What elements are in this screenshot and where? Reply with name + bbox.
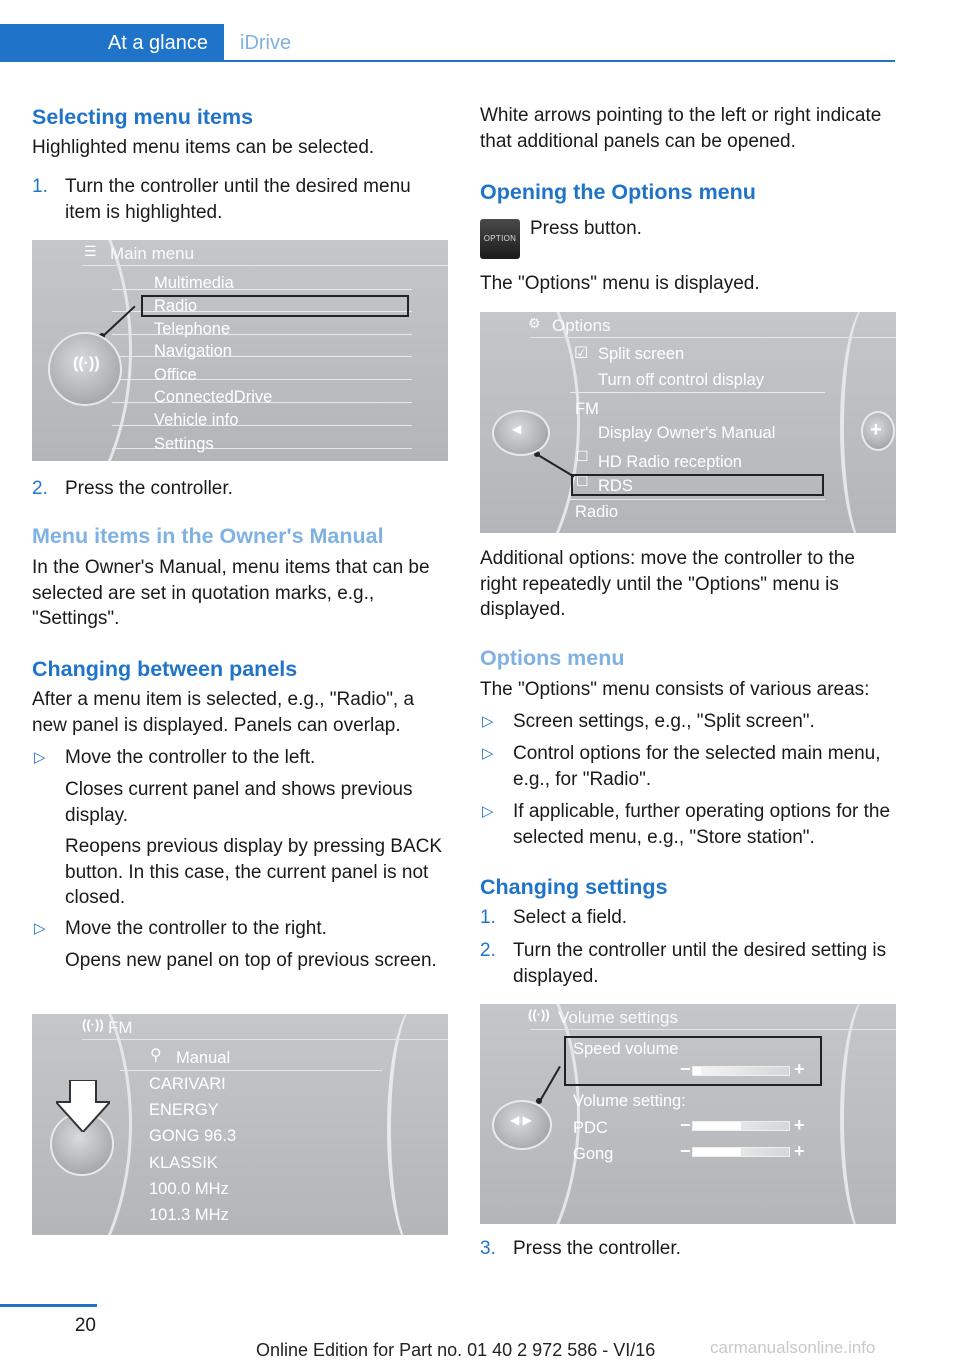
step-text: Press the controller.	[65, 478, 233, 499]
paragraph-additional-options: Additional options: move the controller to the right repeatedly until the "Options" menu is displayed.	[480, 548, 855, 620]
options-screenshot	[480, 312, 896, 533]
option-item: Display Owner's Manual	[598, 424, 776, 442]
option-item: Turn off control display	[598, 371, 764, 389]
panel-arc	[387, 1014, 447, 1235]
bullet-subtext: Opens new panel on top of previous screen.	[65, 950, 437, 971]
bullet-subtext: Closes current panel and shows previous display.	[65, 779, 413, 826]
left-arrow-icon: ◀	[512, 422, 522, 436]
edition-note: Online Edition for Part no. 01 40 2 972 586 - VI/16	[256, 1340, 656, 1360]
step-number: 1.	[480, 907, 496, 928]
option-item: HD Radio reception	[598, 453, 742, 471]
screen-title-bar	[82, 1014, 448, 1040]
step-number: 1.	[32, 176, 48, 197]
menu-item: Settings	[154, 435, 214, 453]
setting-label: Gong	[573, 1145, 614, 1163]
antenna-icon: ((·))	[73, 355, 100, 372]
option-item: Split screen	[598, 345, 685, 363]
antenna-icon: ((·))	[82, 1017, 104, 1032]
left-right-arrows-icon: ◀ ▶	[510, 1113, 532, 1127]
paragraph-panels: After a menu item is selected, e.g., "Radio", a new panel is displayed. Panels can overlap.	[32, 689, 415, 736]
checkbox-icon: ☐	[576, 448, 589, 464]
settings-icon: ((·))	[528, 1007, 550, 1022]
screen-title: FM	[108, 1018, 133, 1037]
heading-options-menu: Options menu	[480, 646, 625, 670]
plus-icon: +	[794, 1059, 805, 1079]
heading-changing-panels: Changing between panels	[32, 657, 298, 681]
paragraph-owners-manual: In the Owner's Manual, menu items that can be selected are set in quotation marks, e.g., "Settings".	[32, 557, 430, 629]
paragraph-highlighted: Highlighted menu items can be selected.	[32, 137, 375, 158]
paragraph-options-displayed: The "Options" menu is displayed.	[480, 273, 760, 294]
page-header	[0, 24, 895, 62]
paragraph-press-button: Press button.	[530, 218, 642, 239]
topic-tab: iDrive	[224, 24, 895, 62]
setting-label: Speed volume	[573, 1040, 679, 1058]
plus-icon: +	[794, 1115, 805, 1135]
bullet-text: Control options for the selected main menu, e.g., for "Radio".	[513, 743, 881, 790]
heading-opening-options: Opening the Options menu	[480, 180, 756, 204]
highlight-frame	[571, 474, 824, 496]
footer-rule	[0, 1304, 97, 1307]
step-text: Select a field.	[513, 907, 628, 928]
gong-volume-bar	[692, 1147, 790, 1157]
paragraph-arrows: White arrows pointing to the left or right indicate that additional panels can be opened.	[480, 105, 882, 152]
plus-icon: +	[870, 419, 882, 441]
search-icon: ⚲	[150, 1047, 162, 1064]
bullet-triangle: ▷	[34, 920, 46, 937]
setting-group-label: Volume setting:	[573, 1092, 686, 1110]
screen-title: Main menu	[110, 244, 195, 263]
section-tab: At a glance	[0, 24, 224, 62]
menu-item: Multimedia	[154, 274, 234, 292]
split-screen-icon: ☑	[574, 345, 589, 362]
heading-owners-manual: Menu items in the Owner's Manual	[32, 524, 384, 548]
watermark: carmanualsonline.info	[710, 1338, 876, 1357]
option-group-label: Radio	[575, 503, 619, 521]
station-item: 100.0 MHz	[149, 1180, 229, 1198]
header-rule	[224, 60, 895, 62]
minus-icon: −	[680, 1059, 691, 1079]
step-number: 3.	[480, 1238, 496, 1259]
step-number: 2.	[480, 940, 496, 961]
bullet-text: If applicable, further operating options for the selected menu, e.g., "Store station".	[513, 801, 891, 848]
step-text: Turn the controller until the desired setting is displayed.	[513, 940, 887, 987]
down-arrow-icon	[56, 1080, 110, 1132]
checkbox-icon: ☐	[576, 473, 589, 489]
station-item: 101.3 MHz	[149, 1206, 229, 1224]
menu-item: Radio	[154, 297, 198, 315]
bullet-triangle: ▷	[482, 803, 494, 820]
station-item: KLASSIK	[149, 1154, 218, 1172]
bullet-triangle: ▷	[482, 713, 494, 730]
setting-label: PDC	[573, 1119, 608, 1137]
menu-item: Office	[154, 366, 197, 384]
page-number: 20	[74, 1315, 96, 1336]
panel-arc	[840, 1004, 896, 1224]
option-button-icon: OPTION	[480, 219, 520, 259]
heading-selecting-menu-items: Selecting menu items	[32, 105, 254, 129]
station-item: CARIVARI	[149, 1075, 226, 1093]
menu-item: Vehicle info	[154, 411, 239, 429]
pdc-volume-bar	[692, 1121, 790, 1131]
minus-icon: −	[680, 1141, 691, 1161]
highlight-frame	[141, 295, 409, 317]
option-item: RDS	[598, 477, 633, 495]
highlight-frame	[564, 1036, 822, 1086]
main-menu-screenshot	[32, 240, 448, 461]
bullet-text: Screen settings, e.g., "Split screen".	[513, 711, 815, 732]
bullet-text: Move the controller to the left.	[65, 747, 316, 768]
station-item: GONG 96.3	[149, 1127, 237, 1145]
screen-title: Volume settings	[558, 1008, 679, 1027]
menu-icon: ☰	[84, 243, 97, 259]
bullet-subtext: Reopens previous display by pressing BACK button. In this case, the current panel is not closed.	[65, 836, 443, 908]
screen-title: Options	[552, 316, 611, 335]
step-text: Press the controller.	[513, 1238, 681, 1259]
menu-item: Navigation	[154, 342, 232, 360]
bullet-text: Move the controller to the right.	[65, 918, 327, 939]
volume-settings-screenshot	[480, 1004, 896, 1224]
station-item: Manual	[176, 1049, 231, 1067]
minus-icon: −	[680, 1115, 691, 1135]
options-icon: ⚙	[528, 315, 541, 331]
bullet-triangle: ▷	[482, 745, 494, 762]
option-group-label: FM	[575, 400, 599, 418]
menu-item: ConnectedDrive	[154, 388, 273, 406]
station-item: ENERGY	[149, 1101, 219, 1119]
fm-screenshot	[32, 1014, 448, 1235]
plus-icon: +	[794, 1141, 805, 1161]
menu-item: Telephone	[154, 320, 231, 338]
step-text: Turn the controller until the desired menu item is highlighted.	[65, 176, 411, 223]
bullet-triangle: ▷	[34, 749, 46, 766]
heading-changing-settings: Changing settings	[480, 875, 668, 899]
paragraph-options-areas: The "Options" menu consists of various areas:	[480, 679, 870, 700]
step-number: 2.	[32, 478, 48, 499]
